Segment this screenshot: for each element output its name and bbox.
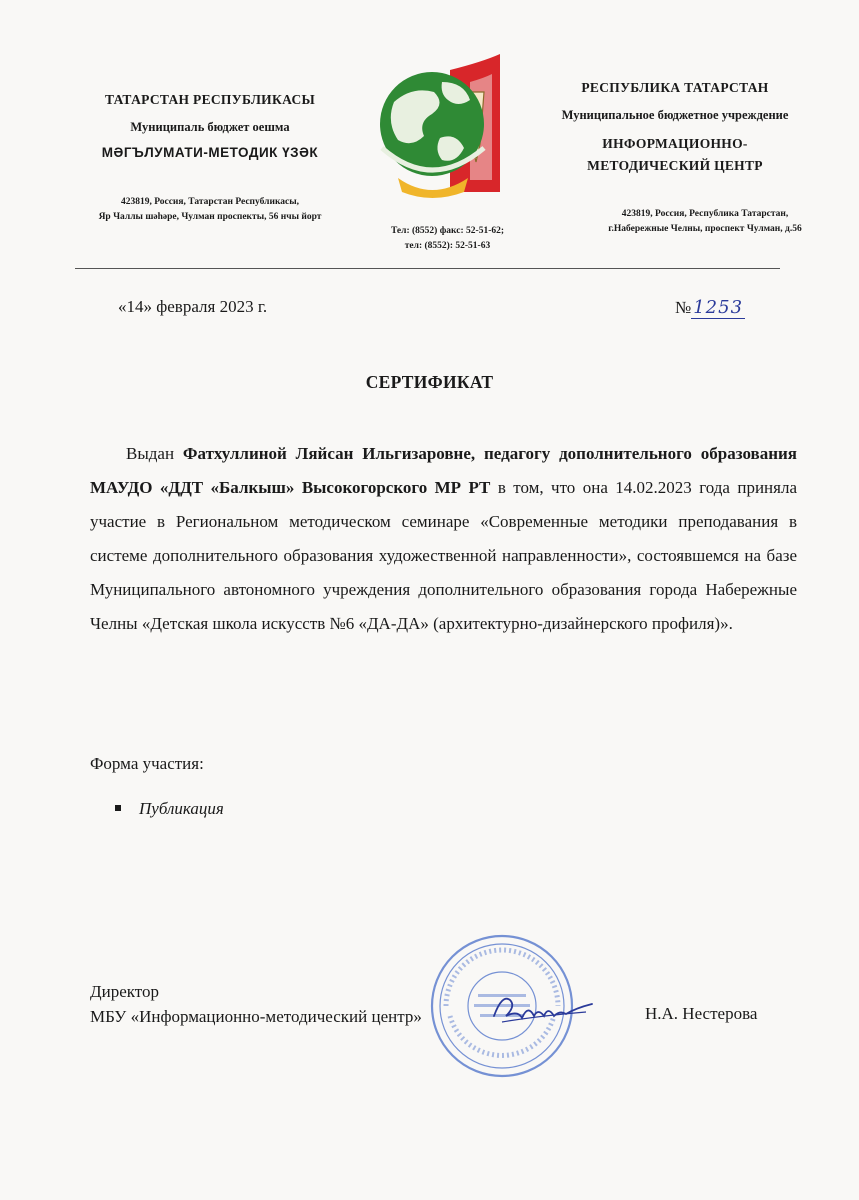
- signatory-role-line1: Директор: [90, 982, 159, 1001]
- signatory-role: [90, 979, 422, 1029]
- bullet-icon: [115, 805, 121, 811]
- signatory-name: Н.А. Нестерова: [645, 1004, 758, 1023]
- header-right-address: [560, 207, 850, 237]
- header-left-address: [45, 195, 375, 225]
- body-rest: в том, что она 14.02.2023 года приняла участие в Региональном методическом семинаре «Современные методики преподавания в системе дополнительного образования художественной направленности», состоявшемся на базе Муниципального автономного учреждения дополнительного образования города Набережные Челны «Детская школа искусств №6 «ДА-ДА» (архитектурно-дизайнерского профиля)».: [90, 478, 797, 633]
- header-right-address-line2: г.Набережные Челны, проспект Чулман, д.56: [608, 224, 802, 234]
- header-right-subtitle: Муниципальное бюджетное учреждение: [561, 108, 789, 122]
- header-left: [60, 92, 360, 160]
- number-prefix: №: [675, 298, 692, 317]
- header-left-address-line2: Яр Чаллы шәһәре, Чулман проспекты, 56 нчы йорт: [98, 212, 322, 222]
- header-right-address-line1: 423819, Россия, Республика Татарстан,: [621, 209, 789, 219]
- participation-form-label: Форма участия:: [90, 754, 204, 773]
- header-right-title: РЕСПУБЛИКА ТАТАРСТАН: [581, 80, 769, 95]
- participation-form-value: Публикация: [139, 799, 224, 818]
- signatory-role-line2: МБУ «Информационно-методический центр»: [90, 1007, 422, 1026]
- header-left-address-line1: 423819, Россия, Татарстан Республикасы,: [120, 197, 300, 207]
- header-divider: [75, 268, 780, 269]
- organization-logo: [372, 52, 512, 202]
- header-center-contacts: [365, 224, 530, 254]
- contacts-line2: тел: (8552): 52-51-63: [404, 241, 491, 251]
- header-left-center-name: МӘГЪЛУМАТИ-МЕТОДИК ҮЗӘК: [101, 145, 319, 160]
- document-number: [675, 297, 745, 318]
- header-right: [530, 80, 820, 177]
- header-right-name-line1: ИНФОРМАЦИОННО-: [602, 136, 748, 151]
- number-value: 1253: [693, 297, 744, 318]
- header-left-title: ТАТАРСТАН РЕСПУБЛИКАСЫ: [104, 92, 316, 107]
- certificate-body: [90, 437, 797, 641]
- body-recipient: Фатхуллиной Ляйсан Ильгизаровне, педагогу дополнительного образования МАУДО «ДДТ «Балкыш» Высокогорского МР РТ: [90, 444, 797, 497]
- participation-form-item: [115, 799, 224, 819]
- header-left-subtitle: Муниципаль бюджет оешма: [130, 120, 290, 134]
- document-title: СЕРТИФИКАТ: [365, 372, 494, 392]
- document-date: «14» февраля 2023 г.: [118, 297, 268, 316]
- header-right-name-line2: МЕТОДИЧЕСКИЙ ЦЕНТР: [587, 158, 763, 173]
- contacts-line1: Тел: (8552) факс: 52-51-62;: [390, 226, 505, 236]
- handwritten-signature: [488, 986, 598, 1030]
- body-intro: Выдан: [126, 444, 183, 463]
